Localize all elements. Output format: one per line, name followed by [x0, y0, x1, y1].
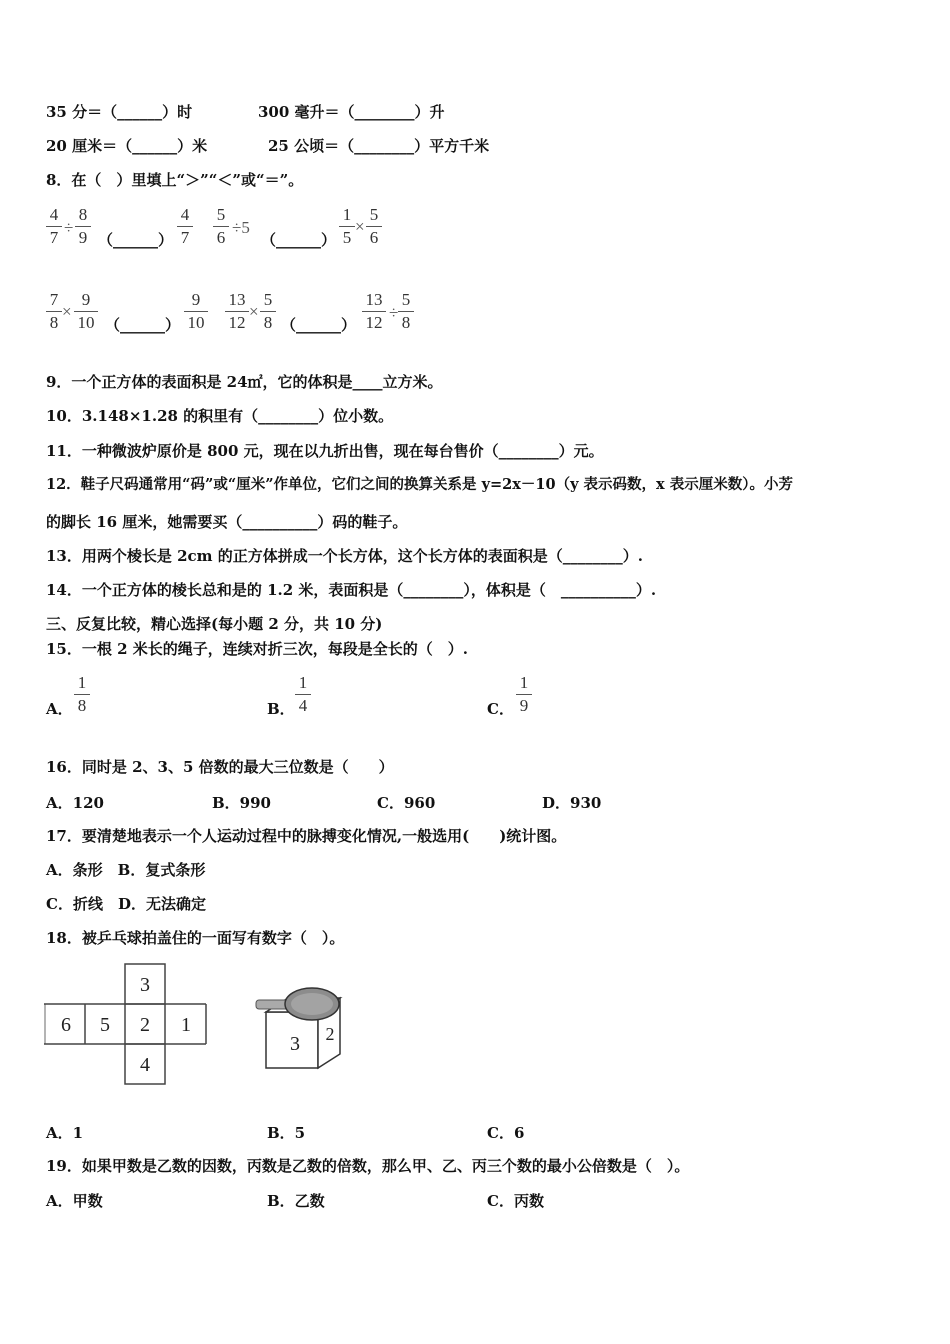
divide-sign: ÷ — [64, 218, 74, 237]
cube-net-figure — [44, 962, 214, 1088]
option-b-label[interactable]: B． — [267, 700, 295, 718]
conversion-35min: 35 分＝（______）时 — [46, 103, 193, 121]
option-b[interactable]: B．乙数 — [267, 1192, 325, 1210]
question-14: 14．一个正方体的棱长总和是的 1.2 米，表面积是（________），体积是（ __________）. — [46, 581, 657, 599]
question-17-options-row1[interactable]: A．条形 B．复式条形 — [46, 861, 206, 879]
net-face-left1: 5 — [100, 1014, 110, 1036]
option-b[interactable]: B．5 — [267, 1124, 306, 1142]
option-c-fraction: 1 9 — [516, 674, 532, 715]
question-17-options-row2[interactable]: C．折线 D．无法确定 — [46, 895, 206, 913]
net-face-top: 3 — [140, 974, 150, 996]
divide-five: ÷5 — [232, 218, 250, 237]
option-c-label[interactable]: C． — [487, 700, 514, 718]
question-19: 19．如果甲数是乙数的因数，丙数是乙数的倍数，那么甲、乙、丙三个数的最小公倍数是（ ）。 — [46, 1157, 690, 1175]
conversion-25ha: 25 公顷＝（________）平方千米 — [268, 137, 490, 155]
fraction-5-8: 5 8 — [398, 291, 414, 332]
conversion-20cm: 20 厘米＝（______）米 — [46, 137, 208, 155]
answer-blank[interactable]: （______） — [261, 231, 337, 249]
question-10: 10．3.148×1.28 的积里有（________）位小数。 — [46, 407, 394, 425]
question-12-line2: 的脚长 16 厘米，她需要买（__________）码的鞋子。 — [46, 513, 408, 531]
option-c[interactable]: C．丙数 — [487, 1192, 544, 1210]
conversion-300ml: 300 毫升＝（________）升 — [258, 103, 445, 121]
answer-blank[interactable]: （______） — [98, 231, 174, 249]
question-8: 8．在（ ）里填上“＞”“＜”或“＝”。 — [46, 171, 304, 189]
section-3-heading: 三、反复比较，精心选择(每小题 2 分，共 10 分) — [46, 615, 383, 633]
option-a-label[interactable]: A． — [46, 700, 73, 718]
fraction-4-7: 4 7 — [177, 206, 193, 247]
net-face-bottom: 4 — [140, 1054, 150, 1076]
option-a[interactable]: A．1 — [46, 1124, 84, 1142]
fraction-8-9: 8 9 — [75, 206, 91, 247]
fraction-4-7: 4 7 — [46, 206, 62, 247]
question-17: 17．要清楚地表示一个人运动过程中的脉搏变化情况,一般选用( )统计图。 — [46, 827, 567, 845]
fraction-9-10: 9 10 — [74, 291, 98, 332]
net-face-right: 1 — [181, 1014, 191, 1036]
option-c[interactable]: C．960 — [377, 794, 436, 812]
question-11: 11．一种微波炉原价是 800 元，现在以九折出售，现在每台售价（________）元。 — [46, 442, 604, 460]
option-b-fraction: 1 4 — [295, 674, 311, 715]
option-a[interactable]: A．甲数 — [46, 1192, 103, 1210]
option-d[interactable]: D．930 — [542, 794, 602, 812]
multiply-sign: × — [355, 217, 365, 236]
question-9: 9．一个正方体的表面积是 24㎡，它的体积是____立方米。 — [46, 373, 443, 391]
question-12-line1: 12．鞋子尺码通常用“码”或“厘米”作单位，它们之间的换算关系是 y=2x－10（y 表示码数，x 表示厘米数）。小芳 — [46, 476, 793, 493]
fraction-5-6: 5 6 — [213, 206, 229, 247]
fraction-13-12: 13 12 — [362, 291, 386, 332]
fraction-1-5: 1 5 — [339, 206, 355, 247]
fraction-13-12: 13 12 — [225, 291, 249, 332]
answer-blank[interactable]: （______） — [105, 316, 181, 334]
answer-blank[interactable]: （______） — [281, 316, 357, 334]
option-a-fraction: 1 8 — [74, 674, 90, 715]
divide-sign: ÷ — [389, 303, 399, 322]
net-face-left2: 6 — [61, 1014, 71, 1036]
question-18: 18．被乒乓球拍盖住的一面写有数字（ ）。 — [46, 929, 345, 947]
net-face-center: 2 — [140, 1014, 150, 1036]
option-b[interactable]: B．990 — [212, 794, 271, 812]
fraction-5-8: 5 8 — [260, 291, 276, 332]
multiply-sign: × — [249, 302, 259, 321]
question-16: 16．同时是 2、3、5 倍数的最大三位数是（ ） — [46, 758, 394, 776]
question-13: 13．用两个棱长是 2cm 的正方体拼成一个长方体，这个长方体的表面积是（________）. — [46, 547, 643, 565]
option-c[interactable]: C．6 — [487, 1124, 525, 1142]
fraction-9-10: 9 10 — [184, 291, 208, 332]
option-a[interactable]: A．120 — [46, 794, 104, 812]
question-15: 15．一根 2 米长的绳子，连续对折三次，每段是全长的（ ）. — [46, 640, 468, 658]
fraction-7-8: 7 8 — [46, 291, 62, 332]
cube-side-face: 2 — [325, 1024, 335, 1044]
fraction-5-6: 5 6 — [366, 206, 382, 247]
cube-with-paddle-figure — [252, 978, 352, 1074]
multiply-sign: × — [62, 302, 72, 321]
cube-front-face: 3 — [290, 1033, 300, 1055]
